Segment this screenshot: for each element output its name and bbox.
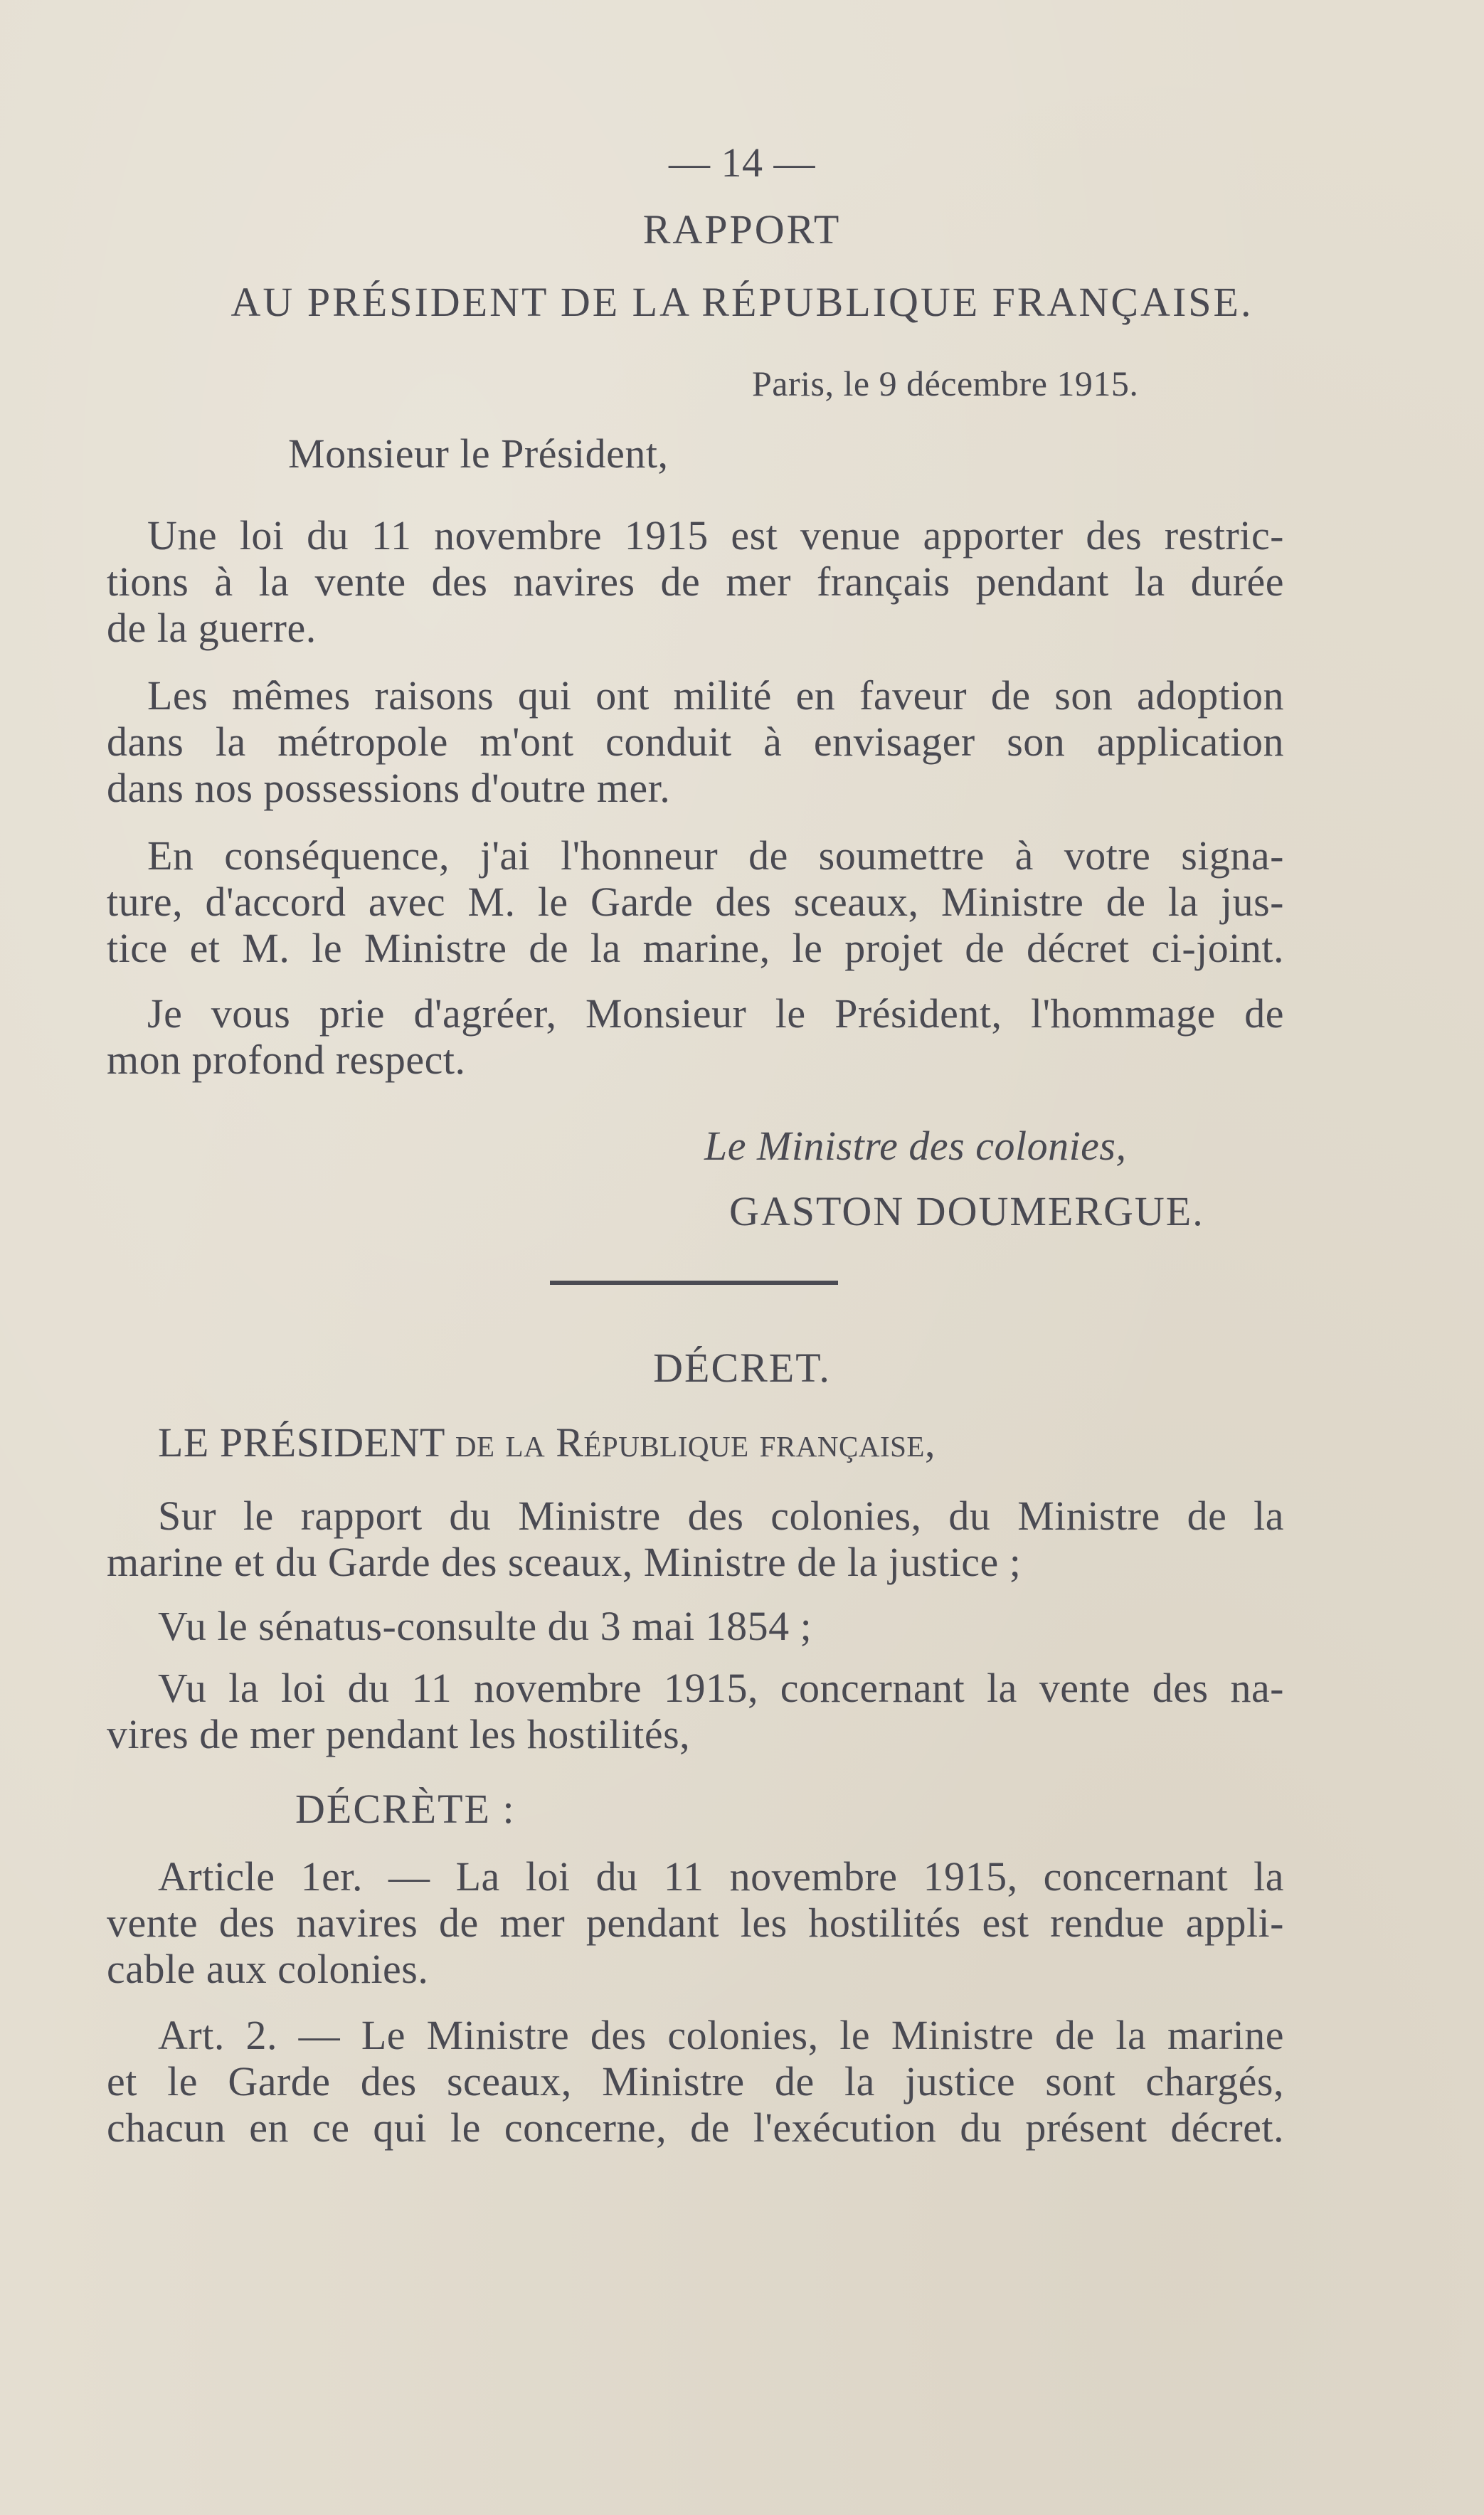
report-paragraph-3-line-2: ture, d'accord avec M. le Garde des sceaux, Ministre de la jus- <box>107 879 1284 925</box>
report-paragraph-2-line-3: dans nos possessions d'outre mer. <box>107 765 671 811</box>
decree-title: DÉCRET. <box>653 1345 831 1391</box>
page-number: — 14 — <box>669 139 815 186</box>
report-salutation: Monsieur le Président, <box>288 430 669 477</box>
report-paragraph-2-line-2: dans la métropole m'ont conduit à envisager son application <box>107 719 1284 765</box>
article-1-line-1: Article 1er. — La loi du 11 novembre 1915, concernant la <box>158 1853 1284 1900</box>
report-date: Paris, le 9 décembre 1915. <box>752 364 1139 403</box>
decree-paragraph-3-line-1: Vu la loi du 11 novembre 1915, concernant la vente des na- <box>158 1665 1284 1711</box>
report-paragraph-1-line-2: tions à la vente des navires de mer français pendant la durée <box>107 558 1284 605</box>
decree-paragraph-1-line-2: marine et du Garde des sceaux, Ministre de la justice ; <box>107 1539 1022 1585</box>
report-paragraph-1-line-1: Une loi du 11 novembre 1915 est venue apporter des restric- <box>147 512 1284 558</box>
report-subtitle: AU PRÉSIDENT DE LA RÉPUBLIQUE FRANÇAISE. <box>230 279 1254 325</box>
article-1-line-3: cable aux colonies. <box>107 1946 429 1992</box>
report-title: RAPPORT <box>642 206 842 253</box>
section-divider <box>550 1281 838 1285</box>
report-paragraph-4-line-1: Je vous prie d'agréer, Monsieur le Président, l'hommage de <box>147 990 1284 1037</box>
decree-paragraph-1-line-1: Sur le rapport du Ministre des colonies, du Ministre de la <box>158 1493 1284 1539</box>
article-2-line-2: et le Garde des sceaux, Ministre de la justice sont chargés, <box>107 2058 1284 2104</box>
report-paragraph-1-line-3: de la guerre. <box>107 605 317 651</box>
decree-intro: LE PRÉSIDENT de la République française, <box>158 1419 936 1466</box>
signature-title: Le Ministre des colonies, <box>704 1123 1127 1169</box>
signature-name: GASTON DOUMERGUE. <box>729 1188 1204 1234</box>
report-paragraph-2-line-1: Les mêmes raisons qui ont milité en faveur de son adoption <box>147 672 1284 719</box>
article-1-line-2: vente des navires de mer pendant les hostilités est rendue appli- <box>107 1900 1284 1946</box>
decree-paragraph-3-line-2: vires de mer pendant les hostilités, <box>107 1711 691 1757</box>
decrees-label: DÉCRÈTE : <box>295 1786 516 1832</box>
decree-paragraph-2: Vu le sénatus-consulte du 3 mai 1854 ; <box>158 1603 812 1649</box>
report-paragraph-3-line-1: En conséquence, j'ai l'honneur de soumettre à votre signa- <box>147 832 1284 879</box>
article-2-line-3: chacun en ce qui le concerne, de l'exécution du présent décret. <box>107 2104 1284 2151</box>
report-paragraph-3-line-3: tice et M. le Ministre de la marine, le projet de décret ci-joint. <box>107 925 1284 971</box>
article-2-line-1: Art. 2. — Le Ministre des colonies, le Ministre de la marine <box>158 2012 1284 2058</box>
report-paragraph-4-line-2: mon profond respect. <box>107 1037 466 1083</box>
